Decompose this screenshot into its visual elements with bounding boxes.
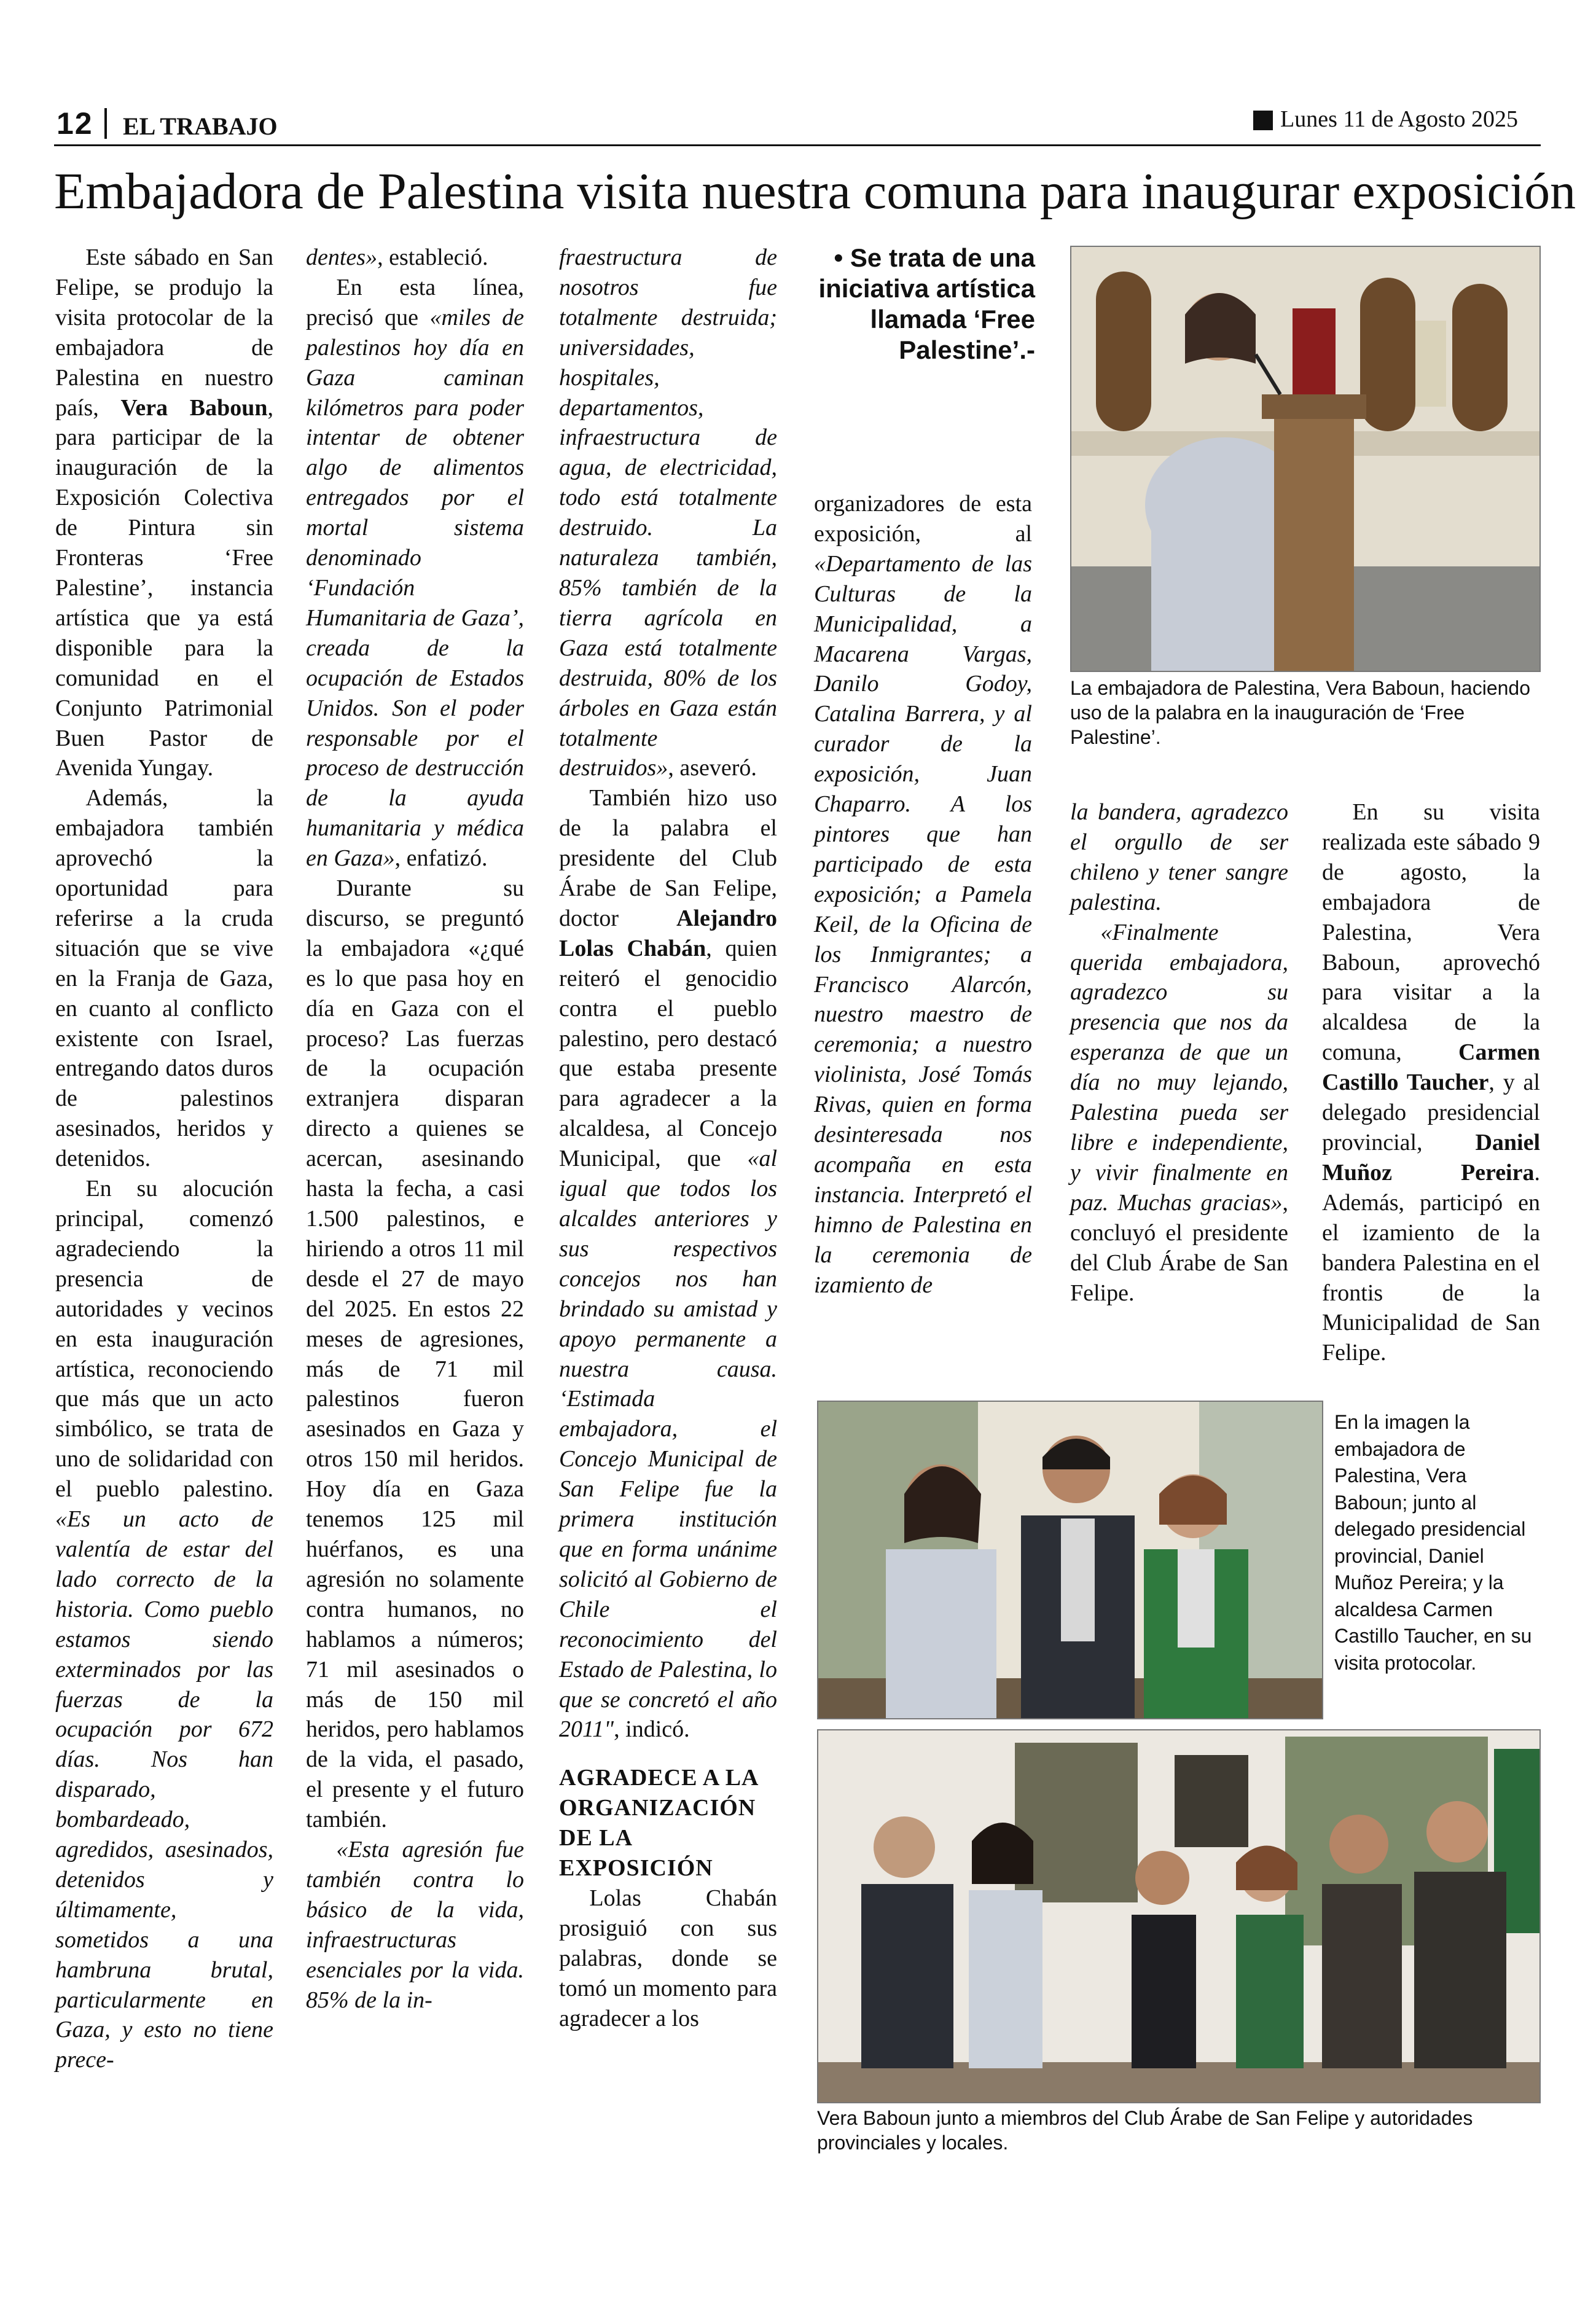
caption-photo2: En la imagen la embajadora de Palestina, Vera Baboun; junto al delegado presidencial provincial, Daniel Muñoz Pereira; y la alcaldesa Carmen Castillo Taucher, en su visita protocolar. [1334, 1411, 1532, 1674]
page-number: 12 [57, 106, 93, 141]
header-rule [54, 144, 1541, 146]
article-column-5: la bandera, agradezco el orgullo de ser chileno y tener sangre palestina. «Finalmente querida embajadora, agradezco su presencia que nos da esperanza de que un día no muy lejando, Palestina pueda ser libre e independiente, y vivir finalmente en paz. Muchas gracias», concluyó el presidente del Club Árabe de San Felipe. [1070, 799, 1288, 1306]
issue-date: Lunes 11 de Agosto 2025 [1280, 106, 1519, 132]
photo-club-arabe-group [817, 1729, 1541, 2103]
article-column-6: En su visita realizada este sábado 9 de agosto, la embajadora de Palestina, Vera Baboun, aprovechó para visitar a la alcaldesa de la comuna, Carmen Castillo Taucher, y al delegado presidencial provincial, Daniel Muñoz Pereira. Además, participó en el izamiento de la bandera Palestina en el frontis de la Municipalidad de San Felipe. [1322, 799, 1540, 1366]
article-column-4: organizadores de esta exposición, al «Departamento de las Culturas de la Municipalidad, a Macarena Vargas, Danilo Godoy, Catalina Barrera, y al curador de la exposición, Juan Chaparro. A los pintores que han participado de esta exposición; a Pamela Keil, de la Oficina de los Inmigrantes; a Francisco Alarcón, nuestro maestro de ceremonia; a nuestro violinista, José Tomás Rivas, quien en forma desinteresada nos acompaña en esta instancia. Interpretó el himno de Palestina en la ceremonia de izamiento de [814, 491, 1032, 1298]
caption-photo3: Vera Baboun junto a miembros del Club Árabe de San Felipe y autoridades provinciales y locales. [817, 2107, 1473, 2154]
article-column-1: Este sábado en San Felipe, se produjo la visita protocolar de la embajadora de Palestina en nuestro país, Vera Baboun, para participar de la inauguración de la Exposición Colectiva de Pintura sin Fronteras ‘Free Palestine’, instancia artística que ya está disponible para la comunidad en el Conjunto Patrimonial Buen Pastor de Avenida Yungay. Además, la embajadora también aprovechó la oportunidad para referirse a la cruda situación que se vive en la Franja de Gaza, en cuanto al conflicto existente con Israel, entregando datos duros de palestinos asesinados, heridos y detenidos. En su alocución principal, comenzó agradeciendo la presencia de autoridades y vecinos en esta inauguración artística, reconociendo que más que un acto simbólico, se trata de uno de solidaridad con el pueblo palestino. «Es un acto de valentía de estar del lado correcto de la historia. Como pueblo estamos siendo exterminados por las fuerzas de la ocupación por 672 días. Nos han disparado, bombardeado, agredidos, asesinados, detenidos y últimamente, sometidos a una hambruna brutal, particularmente en Gaza, y esto no tiene prece- [55, 244, 273, 2073]
section-subhead: AGRADECE A LA ORGANIZACIÓN DE LA EXPOSICIÓN [559, 1765, 758, 1882]
article-headline: Embajadora de Palestina visita nuestra comuna para inaugurar exposición [54, 163, 1576, 220]
photo-ambassador-podium-illustration [1071, 247, 1539, 671]
article-column-3: fraestructura de nosotros fue totalmente destruida; universidades, hospitales, departamentos, infraestructura de agua, de electricidad, todo está totalmente destruido. La naturaleza también, 85% también de la tierra agrícola en Gaza está totalmente destruida, 80% de los árboles en Gaza están totalmente destruidos», aseveró. También hizo uso de la palabra el presidente del Club Árabe de San Felipe, doctor Alejandro Lolas Chabán, quien reiteró el genocidio contra el pueblo palestino, pero destacó que estaba presente para agradecer a la alcaldesa, al Concejo Municipal, que «al igual que todos los alcaldes anteriores y sus respectivos concejos nos han brindado su amistad y apoyo permanente a nuestra causa. ‘Estimada embajadora, el Concejo Municipal de San Felipe fue la primera institución que en forma unánime solicitó al Gobierno de Chile el reconocimiento del Estado de Palestina, lo que se concretó el año 2011", indicó. AGRADECE A LA ORGANIZACIÓN DE LA EXPOSICIÓN Lolas Chabán prosiguió con sus palabras, donde se tomó un momento para agradecer a los [559, 244, 777, 2031]
caption-photo1: La embajadora de Palestina, Vera Baboun, haciendo uso de la palabra en la inauguración de ‘Free Palestine’. [1070, 677, 1530, 748]
photo-ambassador-podium [1070, 246, 1541, 672]
pull-quote: • Se trata de una iniciativa artística llamada ‘Free Palestine’.- [818, 243, 1035, 364]
photo-visit-protocol [817, 1401, 1323, 1719]
date-square-icon [1253, 111, 1273, 130]
photo-visit-protocol-illustration [818, 1402, 1322, 1718]
newspaper-name: EL TRABAJO [123, 112, 278, 140]
photo-club-arabe-group-illustration [818, 1730, 1539, 2102]
header-divider [104, 108, 107, 139]
article-column-2: dentes», estableció. En esta línea, precisó que «miles de palestinos hoy día en Gaza caminan kilómetros para poder intentar de obtener algo de alimentos entregados por el mortal sistema denominado ‘Fundación Humanitaria de Gaza’, creada de la ocupación de Estados Unidos. Son el poder responsable por el proceso de destrucción de la ayuda humanitaria y médica en Gaza», enfatizó. Durante su discurso, se preguntó la embajadora «¿qué es lo que pasa hoy en día en Gaza con el proceso? Las fuerzas de la ocupación extranjera disparan directo a quienes se acercan, asesinando hasta la fecha, a casi 1.500 palestinos, e hiriendo a otros 11 mil desde el 27 de mayo del 2025. En estos 22 meses de agresiones, más de 71 mil palestinos fueron asesinados en Gaza y otros 150 mil heridos. Hoy día en Gaza tenemos 125 mil huérfanos, es una agresión no solamente contra humanos, no hablamos a números; 71 mil asesinados o más de 150 mil heridos, pero hablamos de la vida, el pasado, el presente y el futuro también. «Esta agresión fue también contra lo básico de la vida, infraestructuras esenciales por la vida. 85% de la in- [306, 244, 524, 2013]
